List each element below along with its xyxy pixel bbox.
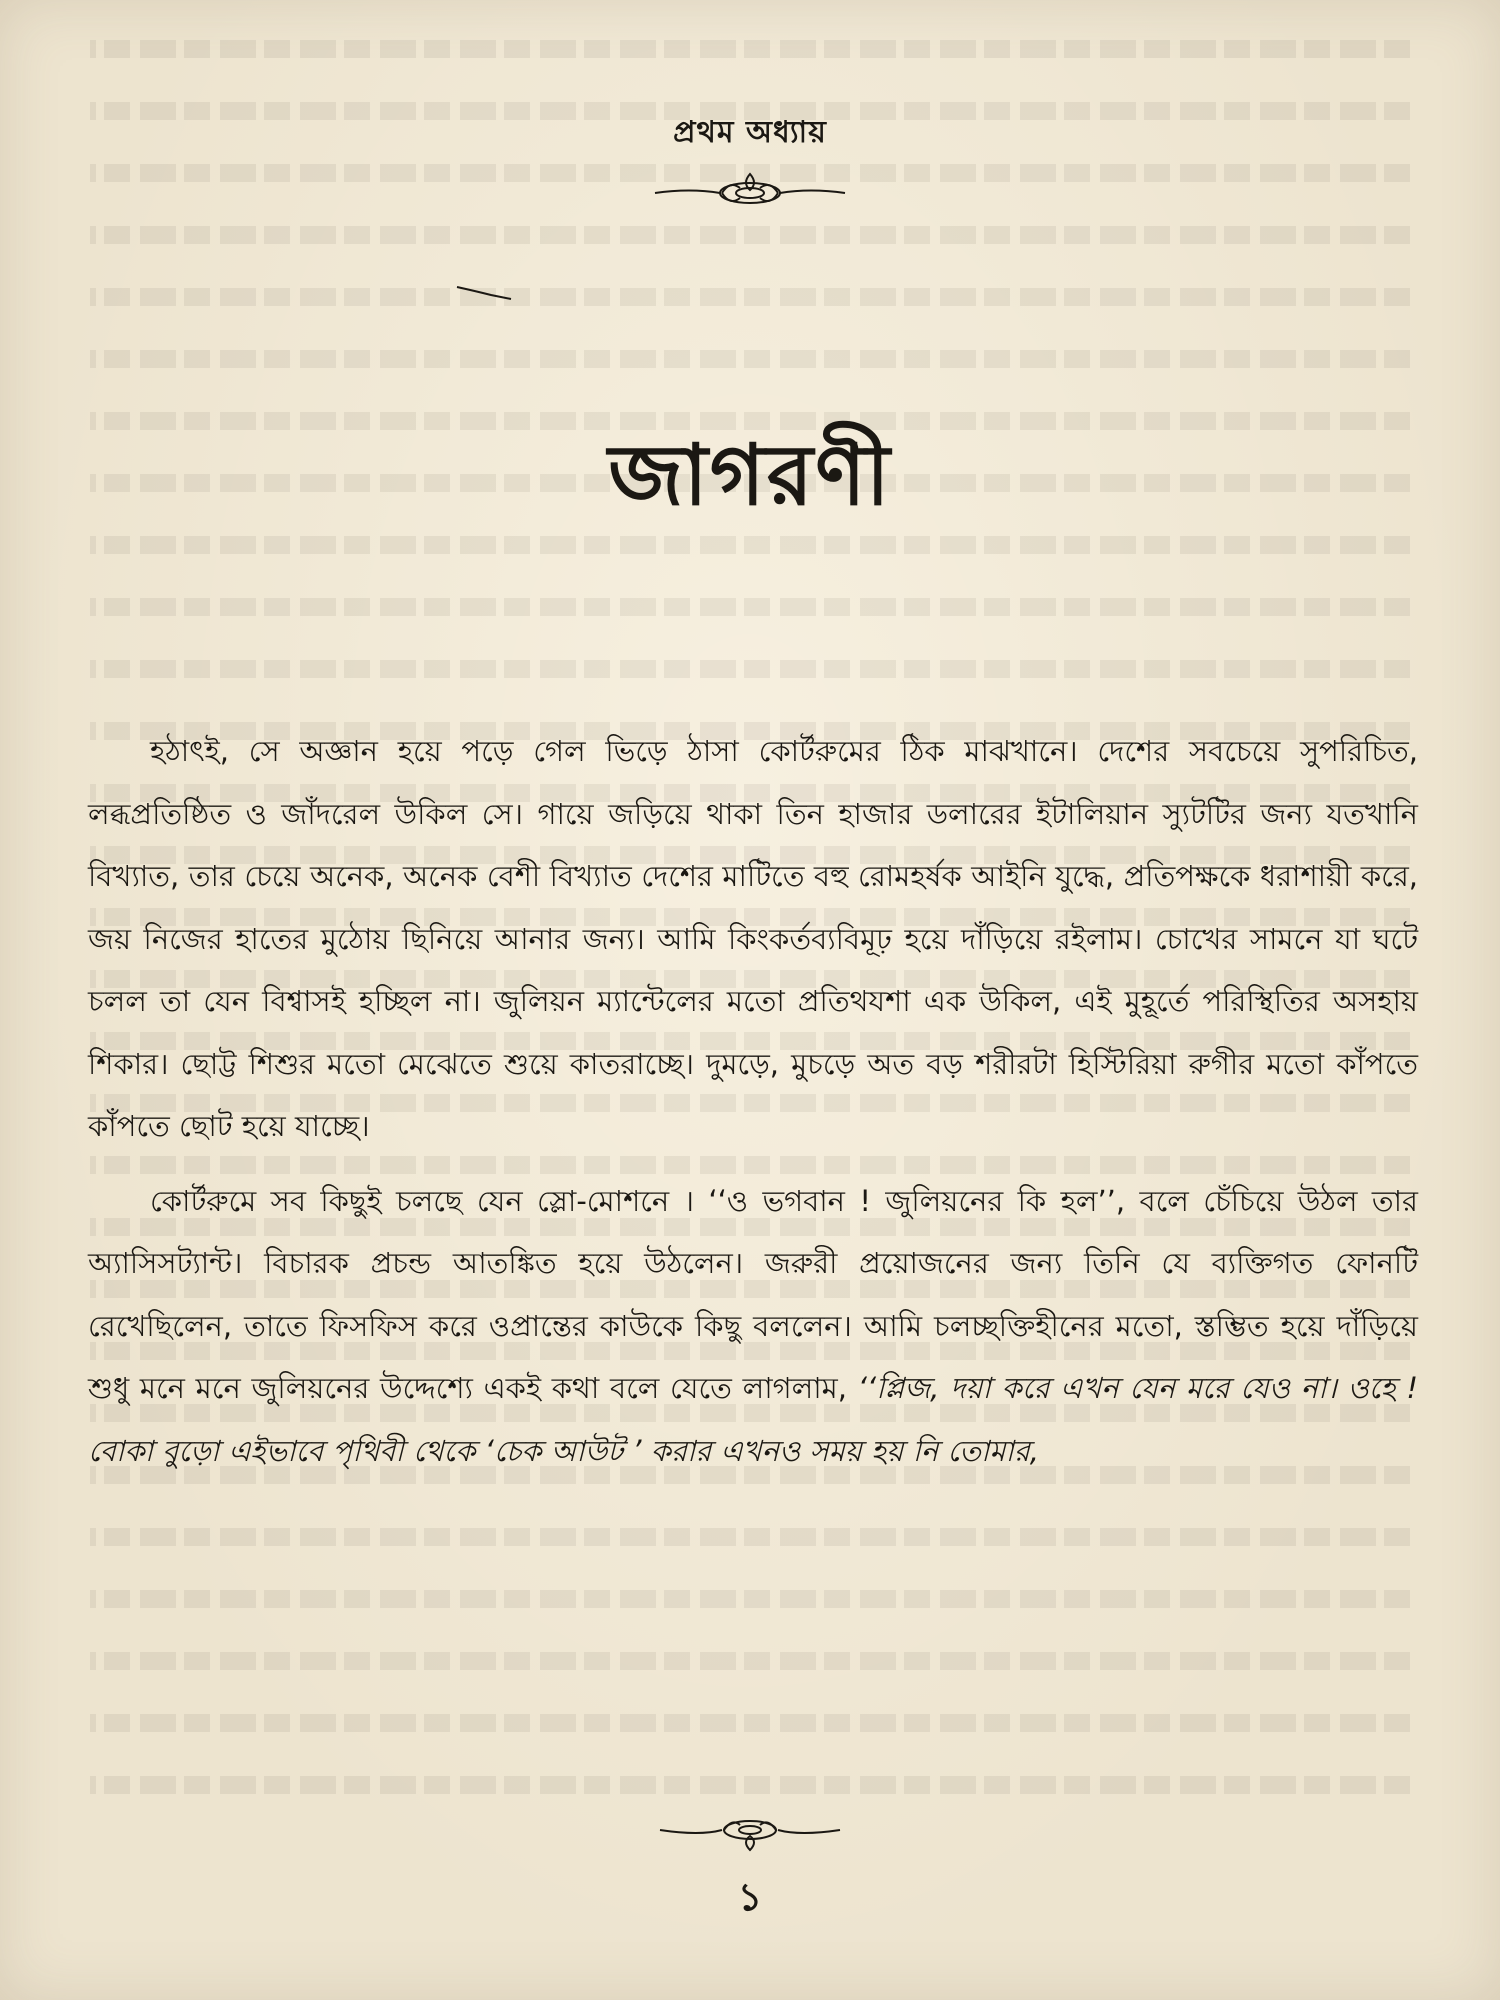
paragraph-2-text: কোর্টরুমে সব কিছুই চলছে যেন স্লো-মোশনে । ‘‘ও ভগবান ! জুলিয়নের কি হল’’, বলে চেঁচিয়ে উঠল তার অ্যাসিসট্যান্ট। বিচারক প্রচন্ড আতঙ্কিত হয়ে উঠলেন। জরুরী প্রয়োজনের জন্য তিনি যে ব্যক্তিগত ফোনটি রেখেছিলেন, তাতে ফিসফিস করে ওপ্রান্তের কাউকে কিছু বললেন। আমি চলচ্ছক্তিহীনের মতো, স্তম্ভিত হয়ে দাঁড়িয়ে শুধু মনে মনে জুলিয়নের উদ্দেশ্যে একই কথা বলে যেতে লাগলাম, xyxy=(88,1183,1418,1405)
paragraph-1: হঠাৎই, সে অজ্ঞান হয়ে পড়ে গেল ভিড়ে ঠাসা কোর্টরুমের ঠিক মাঝখানে। দেশের সবচেয়ে সুপরিচিত, লব্ধপ্রতিষ্ঠিত ও জাঁদরেল উকিল সে। গায়ে জড়িয়ে থাকা তিন হাজার ডলারের ইটালিয়ান স্যুটটির জন্য যতখানি বিখ্যাত, তার চেয়ে অনেক, অনেক বেশী বিখ্যাত দেশের মাটিতে বহু রোমহর্ষক আইনি যুদ্ধে, প্রতিপক্ষকে ধরাশায়ী করে, জয় নিজের হাতের মুঠোয় ছিনিয়ে আনার জন্য। আমি কিংকর্তব্যবিমূঢ় হয়ে দাঁড়িয়ে রইলাম। চোখের সামনে যা ঘটে চলল তা যেন বিশ্বাসই হচ্ছিল না। জুলিয়ন ম্যান্টেলের মতো প্রতিথযশা এক উকিল, এই মুহূর্তে পরিস্থিতির অসহায় শিকার। ছোট্ট শিশুর মতো মেঝেতে শুয়ে কাতরাচ্ছে। দুমড়ে, মুচড়ে অত বড় শরীরটা হিস্টিরিয়া রুগীর মতো কাঁপতে কাঁপতে ছোট হয়ে যাচ্ছে। xyxy=(88,734,1418,1143)
flourish-ornament-top xyxy=(650,168,850,218)
paragraph-2 xyxy=(88,1170,1418,1483)
body-text xyxy=(88,720,1418,1494)
pen-stroke-mark xyxy=(455,285,515,301)
chapter-label: প্রথম অধ্যায় xyxy=(673,115,827,150)
chapter-title: জাগরণী xyxy=(608,426,892,524)
flourish-ornament-bottom xyxy=(650,1808,850,1858)
italic-quote: ‘‘প্লিজ, দয়া করে এখন যেন মরে যেও না। ওহে ! বোকা বুড়ো এইভাবে পৃথিবী থেকে ‘চেক আউট ’ করার এখনও সময় হয় নি তোমার, xyxy=(88,1371,1418,1468)
page-number: ১ xyxy=(737,1875,763,1919)
